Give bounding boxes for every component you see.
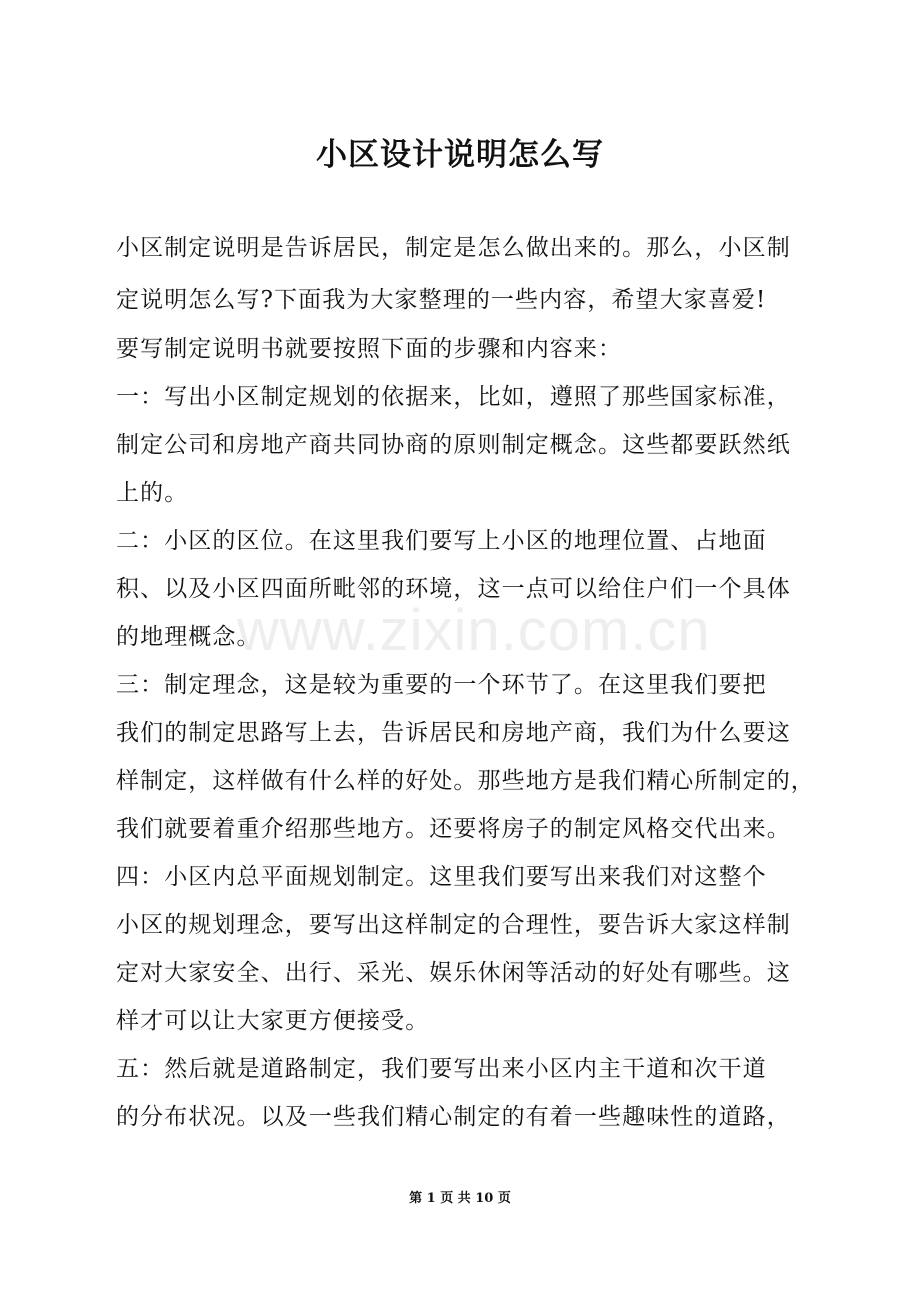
body-line: 五：然后就是道路制定，我们要写出来小区内主干道和次干道 (116, 1056, 767, 1082)
body-line: 我们的制定思路写上去，告诉居民和房地产商，我们为什么要这 (116, 720, 791, 746)
body-line: 小区的规划理念，要写出这样制定的合理性，要告诉大家这样制 (116, 912, 791, 938)
body-line: 四：小区内总平面规划制定。这里我们要写出来我们对这整个 (116, 864, 767, 890)
body-line: 三：制定理念，这是较为重要的一个环节了。在这里我们要把 (116, 672, 767, 698)
body-line: 一：写出小区制定规划的依据来，比如，遵照了那些国家标准， (116, 384, 791, 410)
body-line: 要写制定说明书就要按照下面的步骤和内容来： (116, 336, 623, 362)
watermark: www.zixin.com.cn (237, 598, 711, 663)
body-line: 样才可以让大家更方便接受。 (116, 1008, 430, 1034)
body-line: 的分布状况。以及一些我们精心制定的有着一些趣味性的道路， (116, 1104, 791, 1130)
body-line: 小区制定说明是告诉居民，制定是怎么做出来的。那么，小区制 (116, 235, 791, 261)
body-line: 制定公司和房地产商共同协商的原则制定概念。这些都要跃然纸 (116, 432, 791, 458)
body-line: 样制定，这样做有什么样的好处。那些地方是我们精心所制定的， (116, 768, 815, 794)
page-footer: 第 1 页 共 10 页 (409, 1191, 511, 1206)
body-line: 定说明怎么写?下面我为大家整理的一些内容，希望大家喜爱! (116, 287, 767, 313)
body-line: 积、以及小区四面所毗邻的环境，这一点可以给住户们一个具体 (116, 576, 791, 602)
body-line: 上的。 (116, 480, 189, 506)
body-line: 二：小区的区位。在这里我们要写上小区的地理位置、占地面 (116, 528, 767, 554)
document-title: 小区设计说明怎么写 (316, 137, 604, 173)
body-line: 的地理概念。 (116, 624, 261, 650)
body-line: 定对大家安全、出行、采光、娱乐休闲等活动的好处有哪些。这 (116, 960, 791, 986)
body-line: 我们就要着重介绍那些地方。还要将房子的制定风格交代出来。 (116, 816, 791, 842)
